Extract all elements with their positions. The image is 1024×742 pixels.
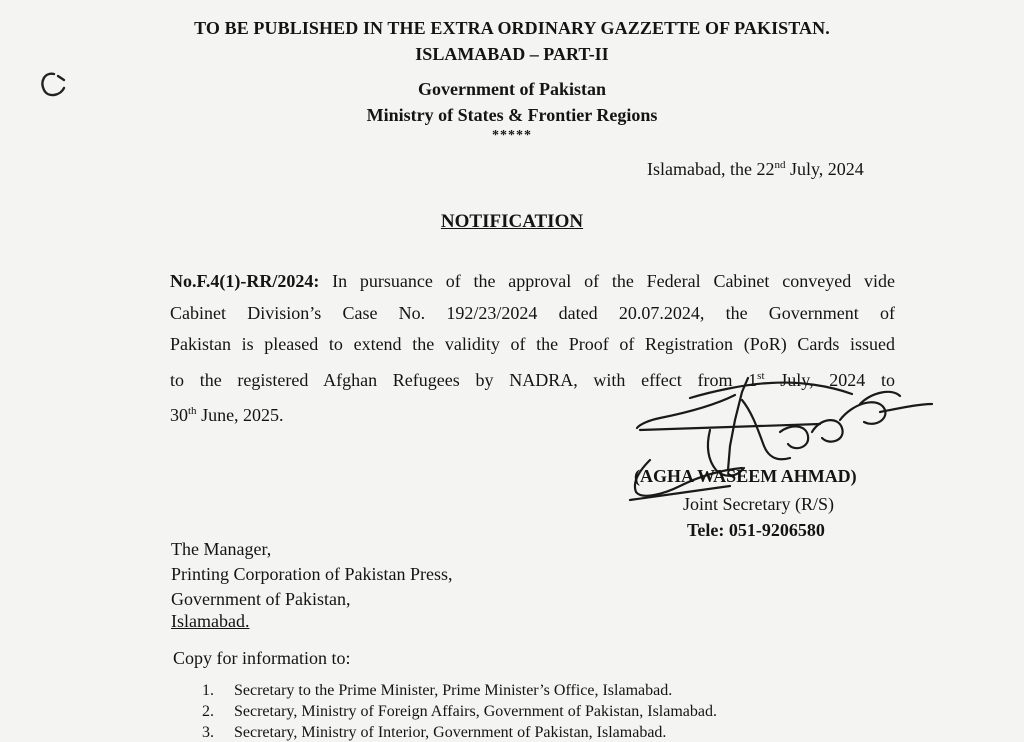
list-item-number: 1. <box>202 682 214 699</box>
gazette-part-line: ISLAMABAD – PART-II <box>415 44 609 64</box>
scan-mark-icon <box>42 74 64 95</box>
gazette-header-line: TO BE PUBLISHED IN THE EXTRA ORDINARY GAZZETTE OF PAKISTAN. <box>194 18 830 38</box>
body-line-4b: July, 2024 to <box>764 369 895 390</box>
body-line-5b: June, 2025. <box>196 405 284 425</box>
list-item <box>202 703 717 721</box>
date-ordinal: nd <box>774 159 786 171</box>
signatory-designation: Joint Secretary (R/S) <box>683 494 834 514</box>
body-line-5a: 30 <box>170 405 188 425</box>
list-item-number: 3. <box>202 724 214 741</box>
body-line-5-ordinal: th <box>188 405 197 417</box>
list-item <box>202 724 666 742</box>
notification-title: NOTIFICATION <box>440 211 584 232</box>
body-line-3: Pakistan is pleased to extend the validity of the Proof of Registration (PoR) Cards issued <box>170 334 895 354</box>
addressee-line-2: Printing Corporation of Pakistan Press, <box>171 564 453 584</box>
body-line-1-text: In pursuance of the approval of the Federal Cabinet conveyed vide <box>319 271 895 291</box>
reference-number: No.F.4(1)-RR/2024: <box>170 271 320 291</box>
list-item-text: Secretary, Ministry of Foreign Affairs, Government of Pakistan, Islamabad. <box>234 703 717 720</box>
date-suffix: July, 2024 <box>785 159 864 179</box>
list-item-text: Secretary to the Prime Minister, Prime Minister’s Office, Islamabad. <box>234 682 673 699</box>
body-line-2: Cabinet Division’s Case No. 192/23/2024 dated 20.07.2024, the Government of <box>170 302 895 323</box>
ministry-heading: Ministry of States & Frontier Regions <box>366 105 658 125</box>
list-item <box>202 682 672 700</box>
date-prefix: Islamabad, the 22 <box>647 159 775 179</box>
copy-label: Copy for information to: <box>173 648 351 668</box>
addressee-line-3: Government of Pakistan, <box>171 589 351 609</box>
body-line-4a: to the registered Afghan Refugees by NADRA, with effect from 1 <box>170 369 758 390</box>
body-line-4-ordinal: st <box>757 369 765 382</box>
separator-stars: ***** <box>492 128 532 143</box>
signatory-telephone: Tele: 051-9206580 <box>687 520 825 540</box>
list-item-number: 2. <box>202 703 214 720</box>
signatory-name: (AGHA WASEEM AHMAD) <box>634 466 857 486</box>
list-item-text: Secretary, Ministry of Interior, Government of Pakistan, Islamabad. <box>234 724 667 741</box>
addressee-line-4: Islamabad. <box>171 611 250 631</box>
government-heading: Government of Pakistan <box>418 79 606 99</box>
addressee-line-1: The Manager, <box>171 539 272 559</box>
